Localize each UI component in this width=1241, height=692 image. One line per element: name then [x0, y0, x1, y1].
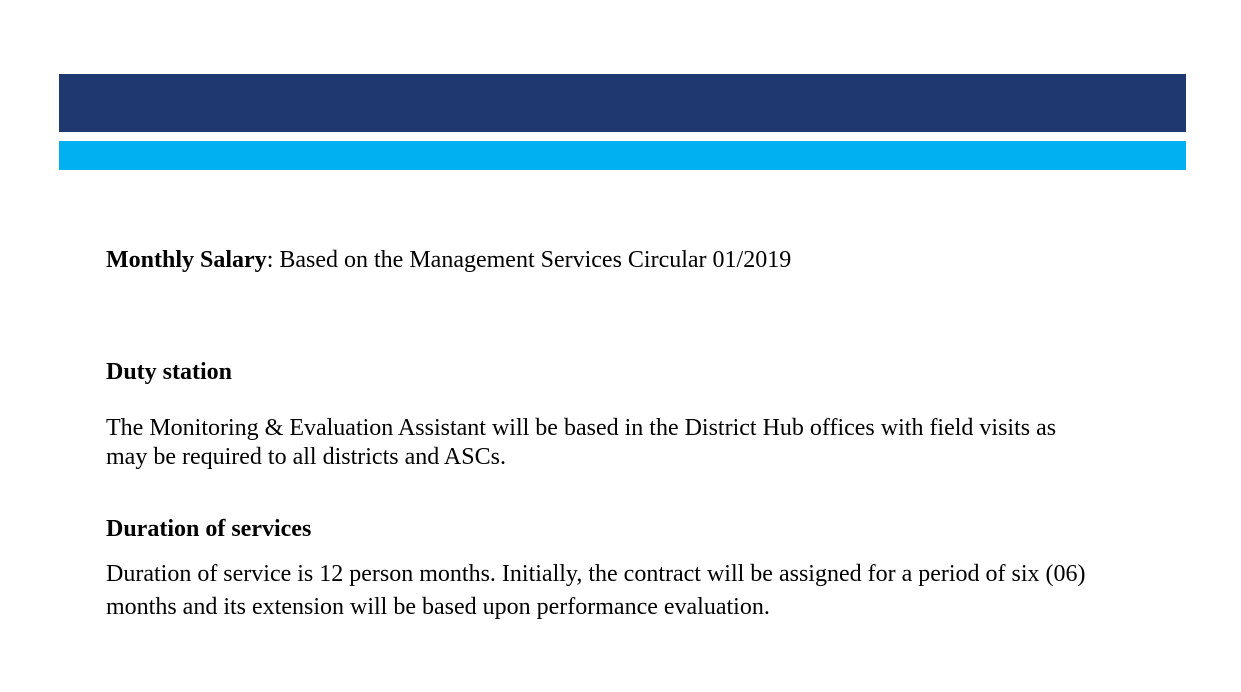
monthly-salary-text: : Based on the Management Services Circular 01/2019 — [266, 247, 792, 273]
monthly-salary-line — [106, 244, 791, 276]
duration-paragraph — [106, 558, 1146, 624]
header-band-light — [59, 141, 1186, 170]
monthly-salary-label: Monthly Salary — [106, 247, 267, 273]
duration-line-2: months and its extension will be based upon performance evaluation. — [106, 594, 770, 620]
duty-station-line-1: The Monitoring & Evaluation Assistant will be based in the District Hub offices with field visits as — [106, 415, 1057, 441]
duty-station-paragraph — [106, 414, 1146, 472]
duration-heading: Duration of services — [106, 516, 312, 542]
duration-line-1: Duration of service is 12 person months. Initially, the contract will be assigned for a period of six (06) — [106, 561, 1086, 587]
header-band-dark — [59, 74, 1186, 132]
duty-station-line-2: may be required to all districts and ASCs. — [106, 444, 506, 470]
duty-station-heading: Duty station — [106, 359, 233, 385]
